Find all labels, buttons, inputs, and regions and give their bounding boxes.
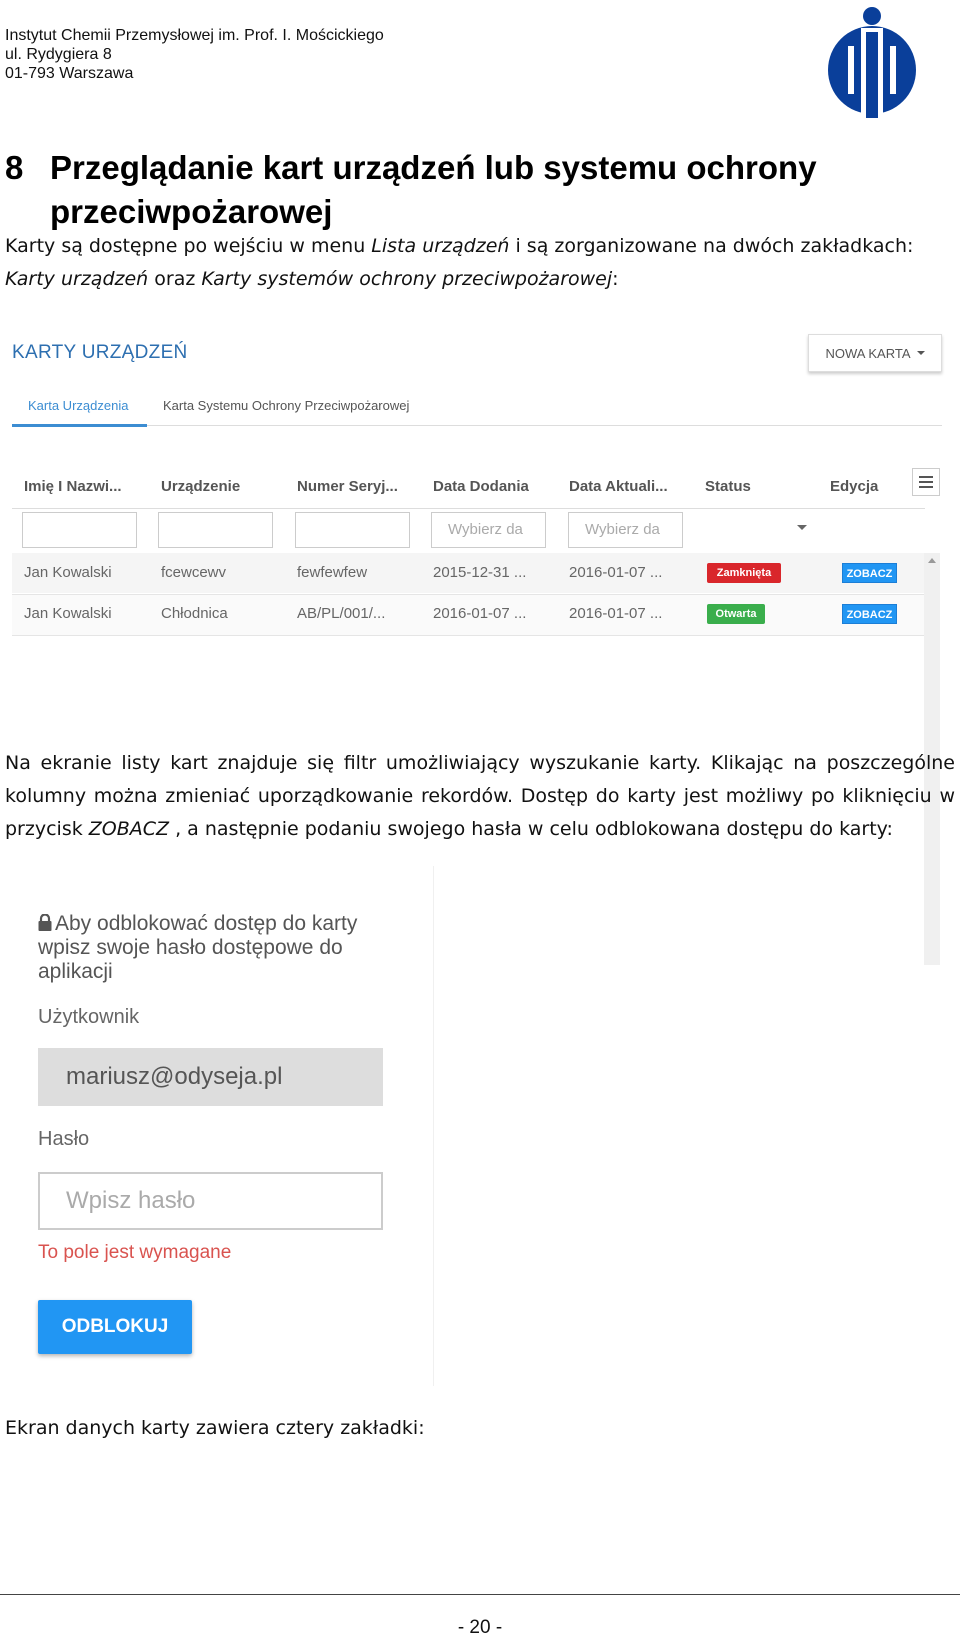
section-heading — [5, 146, 905, 234]
intro-menu-name: Lista urządzeń — [371, 235, 510, 257]
filter-serial-input[interactable] — [295, 512, 410, 548]
view-button[interactable]: ZOBACZ — [842, 604, 897, 624]
column-header-date-updated[interactable]: Data Aktuali... — [569, 478, 668, 495]
column-header-serial[interactable]: Numer Seryj... — [297, 478, 398, 495]
unlock-button[interactable]: ODBLOKUJ — [38, 1300, 192, 1354]
view-button[interactable]: ZOBACZ — [842, 563, 897, 583]
intro-text: i są zorganizowane na dwóch zakładkach: — [509, 235, 914, 257]
intro-text: oraz — [148, 268, 202, 290]
new-card-label: NOWA KARTA — [825, 345, 911, 361]
cell-name: Jan Kowalski — [24, 564, 112, 581]
cell-date-updated: 2016-01-07 ... — [569, 605, 663, 622]
paragraph-text: Na ekranie listy kart znajduje się filtr umożliwiający wyszukanie karty. Klikając na poszczególne kolumny można zmieniać uporządkowanie rekordów. Dostęp do karty jest możliwy po kliknięciu w przycisk — [5, 752, 955, 840]
password-label: Hasło — [38, 1128, 90, 1150]
table-row[interactable] — [12, 594, 925, 636]
intro-tab-name: Karty urządzeń — [5, 268, 149, 290]
intro-tab-name: Karty systemów ochrony przeciwpożarowej — [201, 268, 613, 290]
caret-down-icon — [917, 351, 925, 355]
page-number: - 20 - — [457, 1617, 503, 1638]
column-menu-button[interactable] — [912, 468, 940, 496]
status-badge: Zamknięta — [707, 563, 781, 583]
active-tab-indicator — [12, 424, 147, 427]
footer-divider — [0, 1594, 960, 1595]
street-address: ul. Rydygiera 8 — [5, 46, 112, 63]
filter-name-input[interactable] — [22, 512, 137, 548]
button-name: ZOBACZ — [88, 818, 170, 840]
cards-page-title: KARTY URZĄDZEŃ — [12, 342, 188, 363]
lock-icon — [38, 914, 52, 931]
cell-serial: AB/PL/001/... — [297, 605, 386, 622]
table-row[interactable] — [12, 553, 925, 593]
intro-paragraph — [5, 230, 955, 296]
cell-date-added: 2015-12-31 ... — [433, 564, 527, 581]
institute-logo-icon — [824, 6, 920, 120]
filter-device-input[interactable] — [158, 512, 273, 548]
column-header-status[interactable]: Status — [705, 478, 751, 495]
filter-description-paragraph — [5, 747, 955, 846]
section-number: 8 — [5, 149, 24, 186]
postal-address: 01-793 Warszawa — [5, 65, 134, 82]
tab-fire-system-card[interactable]: Karta Systemu Ochrony Przeciwpożarowej — [163, 398, 410, 413]
cell-date-updated: 2016-01-07 ... — [569, 564, 663, 581]
cell-device: fcewcewv — [161, 564, 227, 581]
password-error: To pole jest wymagane — [38, 1242, 232, 1263]
column-header-date-added[interactable]: Data Dodania — [433, 478, 529, 495]
column-header-edit[interactable]: Edycja — [830, 478, 879, 495]
header-divider — [12, 508, 925, 509]
hamburger-menu-icon — [919, 476, 933, 488]
filter-date-added-input[interactable]: Wybierz da — [431, 512, 546, 548]
unlock-message-text: Aby odblokować dostęp do karty wpisz swoje hasło dostępowe do aplikacji — [38, 912, 358, 983]
cards-list-screenshot — [0, 320, 960, 725]
new-card-button[interactable] — [808, 334, 942, 372]
cell-serial: fewfewfew — [297, 564, 368, 581]
intro-text: : — [612, 268, 619, 290]
institution-name: Instytut Chemii Przemysłowej im. Prof. I. Mościckiego — [5, 27, 384, 44]
tabs-intro-paragraph: Ekran danych karty zawiera cztery zakładki: — [5, 1417, 425, 1439]
section-title-line2: przeciwpożarowej — [50, 193, 333, 230]
user-field: mariusz@odyseja.pl — [38, 1048, 383, 1106]
cell-device: Chłodnica — [161, 605, 228, 622]
cell-date-added: 2016-01-07 ... — [433, 605, 527, 622]
user-label: Użytkownik — [38, 1006, 140, 1028]
unlock-message — [38, 912, 398, 984]
tab-device-card[interactable]: Karta Urządzenia — [28, 398, 129, 413]
column-header-name[interactable]: Imię I Nazwi... — [24, 478, 122, 495]
section-title-line1: Przeglądanie kart urządzeń lub systemu ochrony — [50, 149, 817, 186]
status-filter-dropdown-icon[interactable] — [797, 525, 807, 530]
tabs-divider — [12, 425, 942, 426]
filter-date-updated-input[interactable]: Wybierz da — [568, 512, 683, 548]
password-input[interactable]: Wpisz hasło — [38, 1172, 383, 1230]
institution-address — [5, 26, 384, 83]
unlock-screenshot — [5, 866, 434, 1386]
column-header-device[interactable]: Urządzenie — [161, 478, 241, 495]
cell-name: Jan Kowalski — [24, 605, 112, 622]
status-badge: Otwarta — [707, 604, 765, 624]
intro-text: Karty są dostępne po wejściu w menu — [5, 235, 372, 257]
paragraph-text: , a następnie podaniu swojego hasła w celu odblokowana dostępu do karty: — [169, 818, 893, 840]
scroll-up-arrow-icon[interactable] — [928, 558, 936, 563]
